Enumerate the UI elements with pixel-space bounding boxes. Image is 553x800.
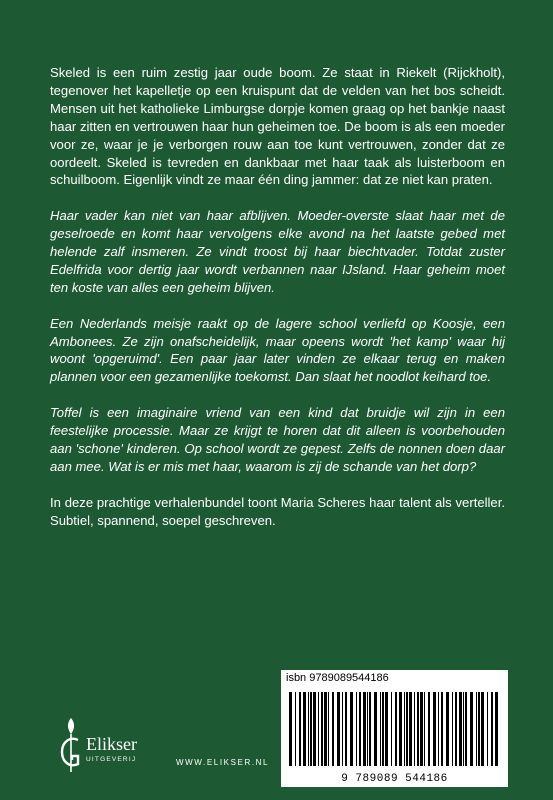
barcode-bar	[289, 692, 292, 766]
barcode-bar	[356, 692, 357, 766]
barcode-bar	[470, 692, 473, 766]
barcode-bar	[452, 692, 453, 766]
barcode-bar	[359, 692, 361, 766]
barcode-bar	[313, 692, 316, 766]
barcode-bar	[414, 692, 415, 766]
barcode-bar	[417, 692, 419, 766]
barcode-bar	[328, 692, 329, 766]
barcode-bar	[404, 692, 405, 766]
back-cover-blurb	[50, 64, 505, 547]
barcode-bar	[303, 692, 306, 766]
barcode-bar	[310, 692, 312, 766]
barcode-bar	[350, 692, 353, 766]
barcode-bar	[299, 692, 301, 766]
barcode-bar	[455, 692, 457, 766]
barcode-bars	[287, 692, 502, 766]
barcode-bar	[424, 692, 425, 766]
barcode-bar	[382, 692, 384, 766]
barcode-bar	[465, 692, 467, 766]
elikser-emblem-icon	[56, 714, 86, 774]
barcode-bar	[363, 692, 366, 766]
barcode-number: 9 789089 544186	[341, 773, 448, 785]
barcode-bar	[409, 692, 412, 766]
barcode-bar	[491, 692, 493, 766]
barcode-bar	[476, 692, 477, 766]
barcode-bar	[391, 692, 392, 766]
barcode-bar	[385, 692, 388, 766]
barcode-bar	[342, 692, 343, 766]
publisher-name: Elikser	[86, 734, 137, 754]
barcode-bar	[438, 692, 439, 766]
barcode-bar	[420, 692, 423, 766]
blurb-paragraph-closing: In deze prachtige verhalenbundel toont Maria Scheres haar talent als verteller. Subtiel, spannend, soepel geschreven.	[50, 494, 505, 528]
isbn-label: isbn 9789089544186	[281, 670, 508, 686]
barcode-bar	[399, 692, 402, 766]
barcode-bar	[433, 692, 436, 766]
barcode	[281, 686, 508, 787]
barcode-bar	[495, 692, 498, 766]
barcode-bar	[487, 692, 488, 766]
barcode-bar	[463, 692, 464, 766]
publisher-website: WWW.ELIKSER.NL	[176, 758, 270, 767]
barcode-bar	[295, 692, 296, 766]
barcode-bar	[478, 692, 480, 766]
barcode-bar	[321, 692, 323, 766]
barcode-bar	[441, 692, 443, 766]
barcode-bar	[337, 692, 340, 766]
barcode-bar	[308, 692, 309, 766]
barcode-bar	[395, 692, 397, 766]
barcode-bar	[428, 692, 430, 766]
barcode-bar	[406, 692, 408, 766]
barcode-bar	[459, 692, 462, 766]
barcode-bar	[345, 692, 347, 766]
barcode-bar	[367, 692, 368, 766]
barcode-bar	[374, 692, 377, 766]
barcode-bar	[332, 692, 334, 766]
barcode-bar	[318, 692, 319, 766]
blurb-paragraph-story-3: Toffel is een imaginaire vriend van een kind dat bruidje wil zijn in een feestelijke processie. Maar ze krijgt te horen dat dit alleen is voorbehouden aan 'schone' kinderen. Op school wordt ze gepest. Zelfs de nonnen doen daar aan mee. Wat is er mis met haar, waarom is zij de schande van het dorp?	[50, 405, 505, 474]
publisher-subtitle: UITGEVERIJ	[86, 756, 137, 763]
barcode-bar	[481, 692, 484, 766]
barcode-bar	[324, 692, 327, 766]
blurb-paragraph-story-1: Haar vader kan niet van haar afblijven. Moeder-overste slaat haar met de geselroede en komt haar vervolgens elke avond na het laatste gebed met helende zalf insmeren. Ze vindt troost bij haar biechtvader. Totdat zuster Edelfrida voor dertig jaar wordt verbannen naar IJsland. Haar geheim moet ten koste van alles een geheim blijven.	[50, 208, 505, 295]
blurb-paragraph-story-2: Een Nederlands meisje raakt op de lagere school verliefd op Koosje, een Ambonees. Ze zijn onafscheidelijk, maar opeens wordt 'het kamp' waar hij woont 'opgeruimd'. Een paar jaar later vinden ze elkaar terug en maken plannen voor een gezamenlijke toekomst. Dan slaat het noodlot keihard toe.	[50, 315, 505, 385]
barcode-bar	[369, 692, 371, 766]
barcode-bar	[380, 692, 381, 766]
barcode-bar	[446, 692, 449, 766]
blurb-paragraph-intro: Skeled is een ruim zestig jaar oude boom. Ze staat in Riekelt (Rijckholt), tegenover het kapelletje op een kruispunt dat de velden van het bos scheidt. Mensen uit het katholieke Limburgse dorpje komen graag op het bankje naast haar zitten en vertrouwen haar hun geheimen toe. De boom is als een moeder voor ze, waar je je verborgen rouw aan toe kunt vertrouwen, zonder dat ze oordeelt. Skeled is tevreden en dankbaar met haar taak als luisterboom en schuilboom. Eigenlijk vindt ze maar één ding jammer: dat ze niet kan praten.	[50, 65, 505, 188]
